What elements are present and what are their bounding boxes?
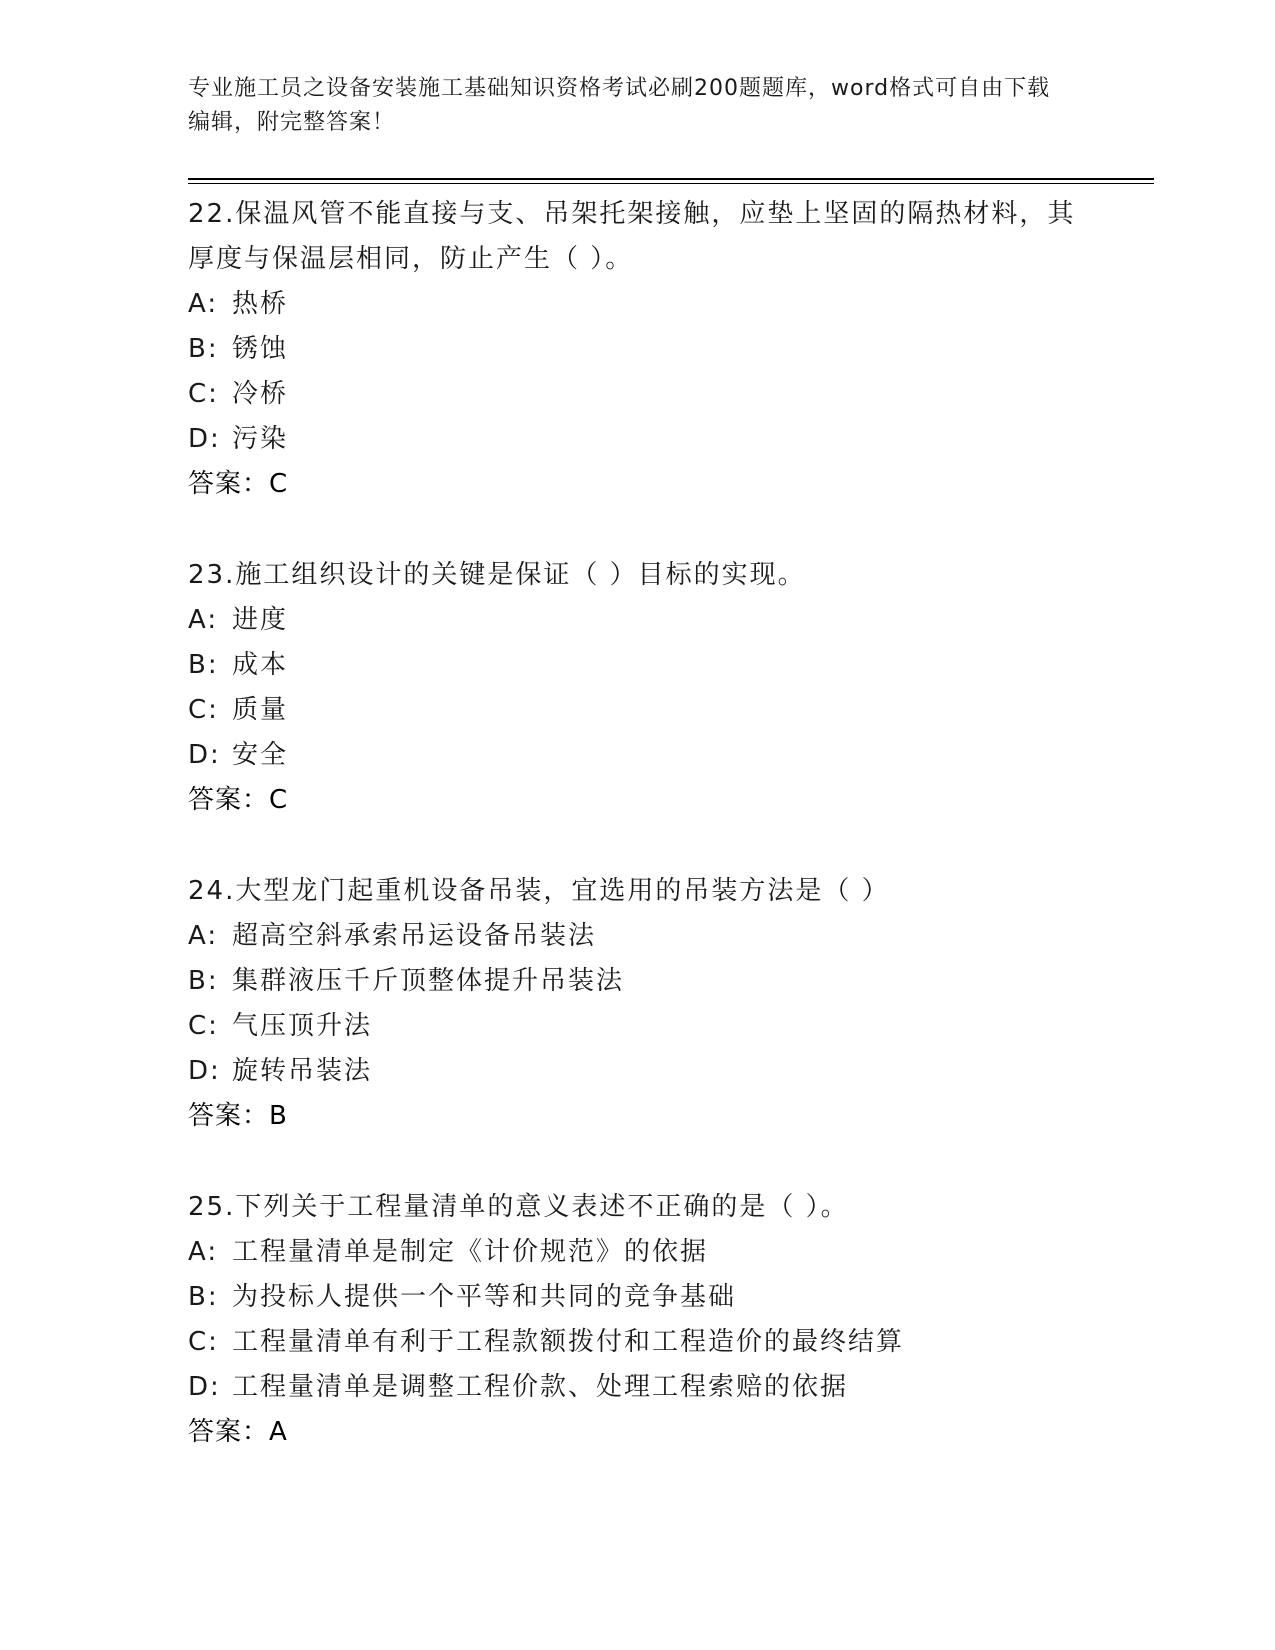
option-text: 气压顶升法: [232, 1011, 373, 1041]
option-letter: D:: [188, 424, 221, 454]
option-letter: D:: [188, 1056, 221, 1086]
option-letter: A:: [188, 1237, 219, 1267]
header-divider-thick: [188, 178, 1154, 180]
option-c: [188, 1320, 1088, 1365]
question-spacer: [188, 507, 1088, 553]
question-24: [188, 869, 1088, 1139]
option-b: [188, 959, 1088, 1004]
option-letter: D:: [188, 1372, 221, 1402]
option-letter: A:: [188, 921, 219, 951]
option-d: [188, 1049, 1088, 1094]
option-text: 安全: [232, 740, 289, 770]
option-text: 超高空斜承索吊运设备吊装法: [232, 921, 597, 951]
option-b: [188, 1275, 1088, 1320]
option-d: [188, 733, 1088, 778]
option-text: 冷桥: [232, 379, 289, 409]
question-title: 23.施工组织设计的关键是保证（ ）目标的实现。: [188, 560, 806, 590]
question-spacer: [188, 1139, 1088, 1185]
answer-line: 答案：B: [188, 1101, 288, 1131]
question-title: 22.保温风管不能直接与支、吊架托架接触，应垫上坚固的隔热材料，其厚度与保温层相同，防止产生（ ）。: [188, 199, 1076, 274]
option-d: [188, 1365, 1088, 1410]
question-title: 25.下列关于工程量清单的意义表述不正确的是（ ）。: [188, 1192, 849, 1222]
option-a: [188, 282, 1088, 327]
answer-line: 答案：C: [188, 785, 289, 815]
option-a: [188, 598, 1088, 643]
document-header: [188, 72, 1068, 140]
option-letter: C:: [188, 379, 219, 409]
option-text: 质量: [232, 695, 289, 725]
option-letter: A:: [188, 605, 219, 635]
option-b: [188, 327, 1088, 372]
option-letter: B:: [188, 650, 219, 680]
question-list: [188, 192, 1088, 1455]
option-letter: C:: [188, 695, 219, 725]
option-letter: C:: [188, 1327, 219, 1357]
option-letter: B:: [188, 334, 219, 364]
option-text: 工程量清单有利于工程款额拨付和工程造价的最终结算: [232, 1327, 905, 1357]
option-letter: C:: [188, 1011, 219, 1041]
option-a: [188, 1230, 1088, 1275]
option-d: [188, 417, 1088, 462]
option-c: [188, 372, 1088, 417]
option-letter: D:: [188, 740, 221, 770]
header-text: 专业施工员之设备安装施工基础知识资格考试必刷200题题库，word格式可自由下载编辑，附完整答案！: [188, 76, 1051, 135]
option-text: 进度: [232, 605, 289, 635]
option-text: 工程量清单是制定《计价规范》的依据: [232, 1237, 709, 1267]
question-spacer: [188, 823, 1088, 869]
option-text: 旋转吊装法: [232, 1056, 373, 1086]
option-text: 工程量清单是调整工程价款、处理工程索赔的依据: [232, 1372, 849, 1402]
option-letter: A:: [188, 289, 219, 319]
option-text: 污染: [232, 424, 289, 454]
question-22: [188, 192, 1088, 507]
option-text: 锈蚀: [232, 334, 289, 364]
option-a: [188, 914, 1088, 959]
answer-line: 答案：C: [188, 469, 289, 499]
option-letter: B:: [188, 966, 219, 996]
question-title: 24.大型龙门起重机设备吊装，宜选用的吊装方法是（ ）: [188, 876, 890, 906]
option-c: [188, 1004, 1088, 1049]
question-25: [188, 1185, 1088, 1455]
answer-line: 答案：A: [188, 1417, 288, 1447]
option-text: 成本: [232, 650, 289, 680]
option-letter: B:: [188, 1282, 219, 1312]
option-text: 集群液压千斤顶整体提升吊装法: [232, 966, 625, 996]
question-23: [188, 553, 1088, 823]
option-b: [188, 643, 1088, 688]
header-divider-thin: [188, 183, 1154, 184]
option-c: [188, 688, 1088, 733]
option-text: 为投标人提供一个平等和共同的竞争基础: [232, 1282, 737, 1312]
option-text: 热桥: [232, 289, 289, 319]
